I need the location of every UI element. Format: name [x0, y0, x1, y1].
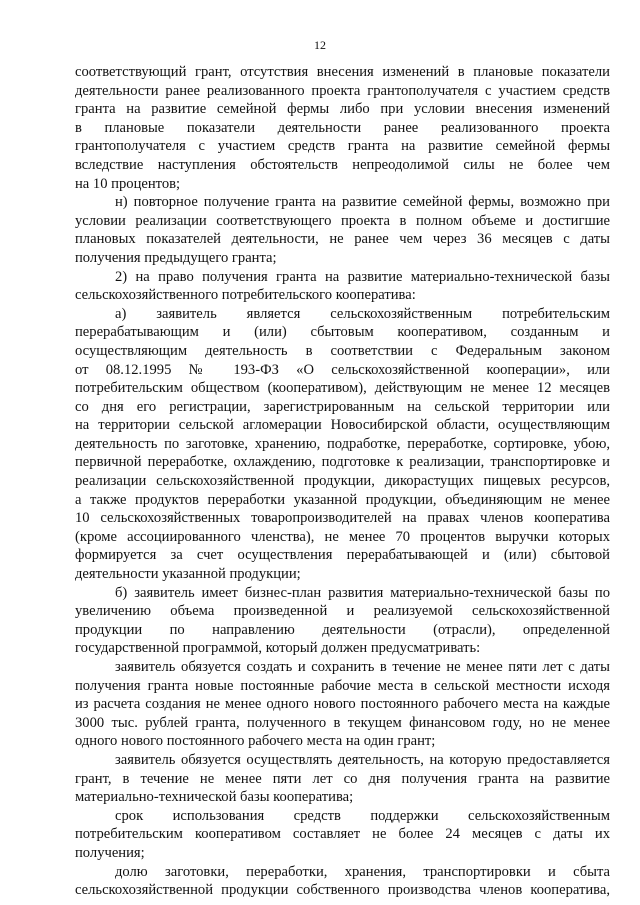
text-line: в плановые показатели деятельности ранее реализованного проекта [75, 119, 610, 136]
body-text [75, 63, 610, 900]
text-line: потребительским кооперативом составляет не более 24 месяцев с даты их [75, 826, 610, 843]
text-line: вследствие наступления обстоятельств непреодолимой силы не более чем [75, 156, 610, 173]
text-line: сельскохозяйственной продукции собственного производства членов кооператива, [75, 882, 610, 899]
paragraph [75, 751, 610, 807]
paragraph [75, 193, 610, 267]
text-line: условии реализации соответствующего проекта в полном объеме и достигшие [75, 212, 610, 229]
text-line: б) заявитель имеет бизнес-план развития материально-технической базы по [115, 584, 610, 601]
page-number: 12 [314, 38, 326, 52]
text-line: одного нового постоянного рабочего места на один грант; [75, 733, 436, 750]
text-line: 10 сельскохозяйственных товаропроизводителей на правах членов кооператива [75, 510, 610, 527]
text-line: сельскохозяйственного потребительского кооператива: [75, 287, 416, 304]
text-line: из расчета создания не менее одного нового постоянного рабочего места на каждые [75, 696, 610, 713]
text-line: грант, в течение не менее пяти лет со дня получения гранта на развитие [75, 770, 610, 787]
paragraph [75, 807, 610, 863]
text-line: деятельности ранее реализованного проекта грантополучателя с участием средств [75, 82, 610, 99]
text-line: н) повторное получение гранта на развитие семейной фермы, возможно при [115, 194, 610, 211]
text-line: на территории сельской агломерации Новосибирской области, осуществляющим [75, 417, 610, 434]
text-line: увеличению объема произведенной и реализуемой сельскохозяйственной [75, 603, 610, 620]
text-line: на 10 процентов; [75, 175, 181, 192]
text-line: первичной переработке, охлаждению, подготовке к реализации, транспортировке и [75, 454, 610, 471]
text-line: срок использования средств поддержки сельскохозяйственным [115, 807, 610, 824]
text-line: со дня его регистрации, зарегистрированным на сельской территории или [75, 398, 610, 415]
text-line: осуществляющим деятельность в соответствии с Федеральным законом [75, 342, 610, 359]
text-line: заявитель обязуется создать и сохранить в течение не менее пяти лет с даты [115, 659, 610, 675]
text-line: материально-технической базы кооператива; [75, 789, 354, 806]
text-line: формируется за счет осуществления перерабатывающей и (или) сбытовой [75, 547, 610, 564]
paragraph [75, 305, 610, 584]
paragraph [75, 658, 610, 751]
text-line: грантополучателя с участием средств гранта на развитие семейной фермы [75, 138, 610, 155]
text-line: государственной программой, который должен предусматривать: [75, 640, 481, 657]
paragraph [75, 268, 610, 305]
text-line: 2) на право получения гранта на развитие материально-технической базы [115, 268, 610, 285]
text-line: деятельность по заготовке, хранению, подработке, переработке, сортировке, убою, [75, 435, 610, 452]
text-line: от 08.12.1995 № 193-ФЗ «О сельскохозяйственной кооперации», или [75, 361, 610, 378]
text-line: получения гранта новые постоянные рабочие места в сельской местности исходя [75, 677, 610, 694]
text-line: получения; [75, 844, 145, 861]
text-line: долю заготовки, переработки, хранения, транспортировки и сбыта [115, 863, 610, 880]
text-line: а также продуктов переработки указанной продукции, объединяющим не менее [75, 491, 610, 508]
text-line: заявитель обязуется осуществлять деятельность, на которую предоставляется [115, 751, 610, 768]
text-line: перерабатывающим и (или) сбытовым кооперативом, созданным и [75, 324, 610, 341]
text-line: а) заявитель является сельскохозяйственным потребительским [115, 305, 610, 322]
text-line: плановых показателей деятельности, не ранее чем через 36 месяцев с даты [75, 231, 610, 248]
text-line: получения предыдущего гранта; [75, 249, 277, 266]
text-line: (кроме ассоциированного членства), не менее 70 процентов выручки которых [75, 528, 610, 545]
text-line: деятельности указанной продукции; [75, 566, 301, 583]
text-line: потребительским обществом (кооперативом), действующим не менее 12 месяцев [75, 380, 610, 397]
paragraph [75, 63, 610, 193]
paragraph [75, 584, 610, 658]
paragraph [75, 863, 610, 900]
text-line: продукции по направлению деятельности (отрасли), определенной [75, 621, 610, 638]
text-line: 3000 тыс. рублей гранта, полученного в текущем финансовом году, но не менее [75, 714, 610, 731]
text-line: соответствующий грант, отсутствия внесения изменений в плановые показатели [75, 64, 610, 80]
text-line: реализации сельскохозяйственной продукции, дикорастущих пищевых ресурсов, [75, 473, 610, 490]
text-line: гранта на развитие семейной фермы либо при условии внесения изменений [75, 101, 610, 118]
